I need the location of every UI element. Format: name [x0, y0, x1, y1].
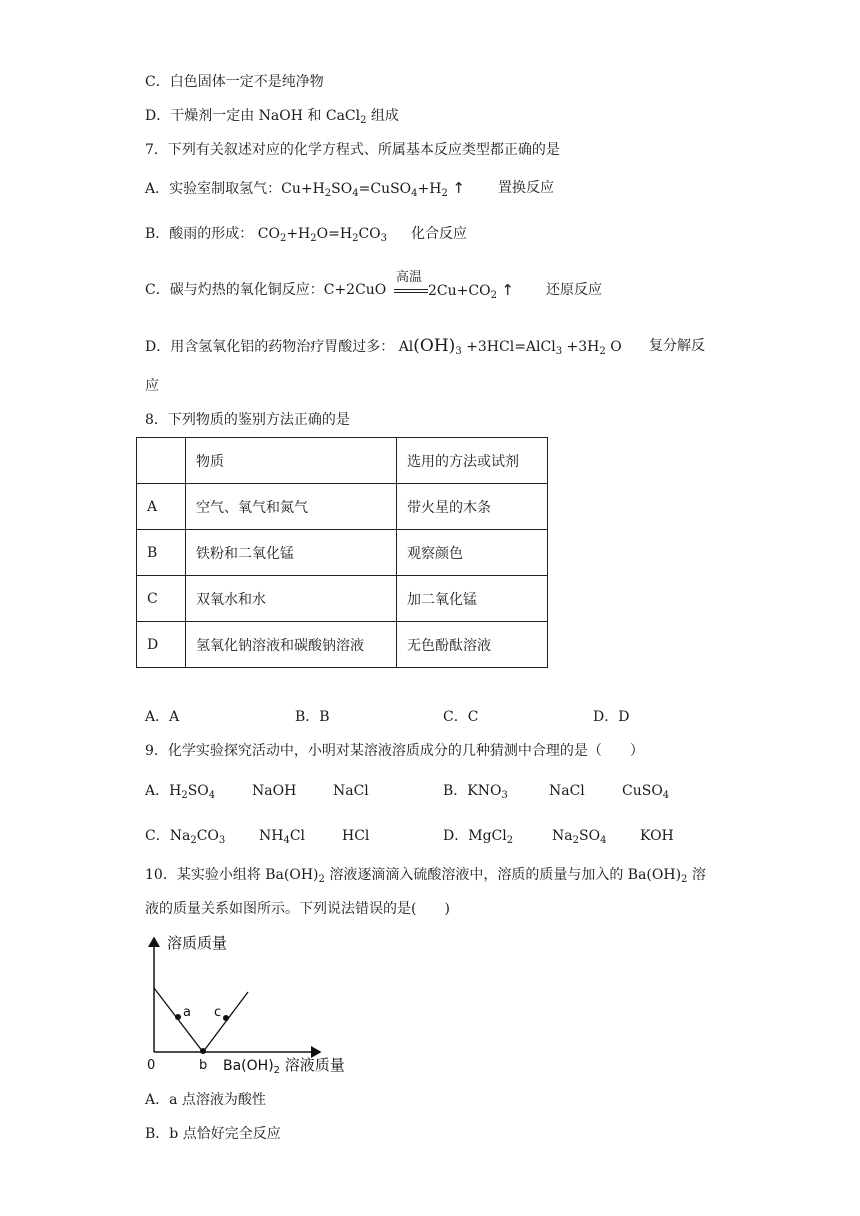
subscript: 2	[490, 290, 497, 301]
q9-b-item-2: NaCl	[549, 783, 585, 799]
q10-option-b: B．b 点恰好完全反应	[145, 1126, 281, 1142]
q7-a-type: 置换反应	[498, 180, 554, 196]
table-cell: C	[137, 576, 186, 622]
q7-d-equation	[398, 336, 622, 357]
formula-part: CuSO	[622, 783, 663, 799]
eq-part: (OH)	[413, 336, 456, 356]
eq-part: CO	[257, 226, 280, 242]
formula-part: Na	[552, 828, 573, 844]
table-cell: 观察颜色	[397, 530, 548, 576]
q9-option-c	[145, 826, 225, 846]
q7-d-type-wrap: 应	[145, 378, 159, 394]
eq-part: +3H	[562, 339, 600, 355]
label-part: 溶液质量	[280, 1056, 345, 1074]
q6-option-d	[145, 106, 399, 126]
formula-part: CO	[196, 828, 219, 844]
subscript: 2	[360, 115, 367, 126]
q9-b-label: B．	[443, 783, 468, 799]
q10-stem-line2: 液的质量关系如图所示。下列说法错误的是( )	[145, 901, 450, 917]
y-axis-label: 溶质质量	[167, 934, 228, 952]
q9-c-item-2	[259, 826, 305, 846]
table-cell: 双氧水和水	[186, 576, 397, 622]
formula-part: H	[169, 783, 182, 799]
q7-b-label: B．酸雨的形成：	[145, 226, 254, 242]
q10-option-a: A．a 点溶液为酸性	[145, 1092, 266, 1108]
q8-option-d: D．D	[593, 709, 630, 725]
subscript: 2	[572, 835, 579, 846]
point-c-label: c	[214, 1005, 222, 1020]
subscript: 2	[181, 790, 188, 801]
table-cell: 带火星的木条	[397, 484, 548, 530]
q9-a-item-3: NaCl	[333, 783, 369, 799]
subscript: 4	[283, 835, 290, 846]
q7-c-label: C．碳与灼热的氧化铜反应：	[145, 282, 324, 298]
table-row	[137, 530, 548, 576]
subscript: 2	[318, 874, 325, 885]
subscript: 3	[380, 233, 388, 244]
subscript: 4	[662, 790, 670, 801]
table-header-cell: 物质	[186, 438, 397, 484]
formula-part: KNO	[467, 783, 502, 799]
table-row	[137, 484, 548, 530]
q7-c-type: 还原反应	[546, 282, 602, 298]
subscript: 2	[310, 233, 317, 244]
subscript: 4	[352, 188, 359, 199]
q9-option-d	[443, 826, 513, 846]
subscript: 2	[441, 188, 448, 199]
q7-option-c	[145, 280, 386, 300]
table-row	[137, 622, 548, 668]
q7-a-label: A．实验室制取氢气：	[145, 181, 282, 197]
q7-c-products	[428, 280, 514, 301]
q7-a-equation	[281, 181, 465, 197]
point-a-label: a	[183, 1005, 191, 1020]
q7-b-equation	[258, 226, 387, 242]
formula-part: NH	[259, 828, 284, 844]
formula-part: SO	[578, 828, 601, 844]
gas-arrow-icon: ↑	[501, 281, 514, 299]
q8-option-c: C．C	[443, 709, 479, 725]
q7-d-label: D．用含氢氧化铝的药物治疗胃酸过多：	[145, 339, 395, 355]
q9-d-item-3: KOH	[640, 828, 674, 844]
subscript: 4	[600, 835, 607, 846]
eq-part: AlCl	[525, 339, 556, 355]
eq-part: O	[605, 339, 622, 355]
eq-part: +3HCl	[461, 339, 515, 355]
subscript: 2	[279, 233, 287, 244]
table-cell: D	[137, 622, 186, 668]
table-header-cell	[137, 438, 186, 484]
subscript: 3	[218, 835, 226, 846]
subscript: 3	[455, 346, 462, 357]
q7-option-d	[145, 336, 622, 357]
stem-part: 溶液逐滴滴入硫酸溶液中，溶质的质量与加入的 Ba(OH)	[324, 867, 682, 883]
table-cell: 铁粉和二氧化锰	[186, 530, 397, 576]
q9-d-item-2	[552, 826, 606, 846]
q9-option-b	[443, 781, 508, 801]
eq-part: SO	[331, 181, 353, 197]
point-b-label: b	[199, 1058, 208, 1073]
eq-part: +H	[286, 226, 311, 242]
q6-option-d-tail: 组成	[366, 108, 399, 124]
formula-part: Na	[169, 828, 191, 844]
q7-option-a	[145, 178, 465, 199]
q7-stem: 7．下列有关叙述对应的化学方程式、所属基本反应类型都正确的是	[145, 142, 560, 158]
table-row	[137, 576, 548, 622]
subscript: 2	[190, 835, 197, 846]
table-cell: 氢氧化钠溶液和碳酸钠溶液	[186, 622, 397, 668]
subscript: 2	[506, 835, 514, 846]
point-b	[200, 1048, 206, 1054]
eq-part: 2Cu+CO	[428, 283, 491, 299]
formula-part: SO	[187, 783, 209, 799]
eq-part: =	[514, 339, 526, 355]
subscript: 4	[411, 188, 418, 199]
eq-part: Al	[398, 339, 414, 355]
q8-option-a: A．A	[145, 709, 180, 725]
equals-sign-icon	[394, 289, 428, 293]
q9-c-item-3: HCl	[342, 828, 370, 844]
q9-option-a	[145, 781, 215, 801]
q9-d-label: D．	[443, 828, 469, 844]
subscript: 2	[352, 233, 359, 244]
table-cell: 无色酚酞溶液	[397, 622, 548, 668]
curve	[154, 988, 248, 1052]
q9-a-label: A．	[145, 783, 170, 799]
eq-part: O=H	[316, 226, 353, 242]
q9-stem: 9．化学实验探究活动中，小明对某溶液溶质成分的几种猜测中合理的是（ ）	[145, 743, 644, 759]
q8-stem: 8．下列物质的鉴别方法正确的是	[145, 412, 350, 428]
point-a	[175, 1014, 181, 1020]
table-cell: A	[137, 484, 186, 530]
q9-a-item-2: NaOH	[252, 783, 297, 799]
table-cell: B	[137, 530, 186, 576]
formula-part: MgCl	[468, 828, 507, 844]
gas-arrow-icon: ↑	[452, 179, 465, 197]
subscript: 2	[273, 1065, 281, 1076]
q7-d-type: 复分解反	[649, 338, 705, 354]
formula-part: Cl	[289, 828, 306, 844]
q9-b-item-3	[622, 781, 669, 801]
point-c	[223, 1015, 229, 1021]
q6-option-d-text: D．干燥剂一定由 NaOH 和 CaCl	[145, 108, 361, 124]
subscript: 2	[324, 188, 332, 199]
table-header-row	[137, 438, 548, 484]
subscript: 4	[208, 790, 216, 801]
subscript: 3	[555, 346, 563, 357]
q7-c-reactants: C+2CuO	[323, 282, 387, 298]
q7-c-condition: 高温	[396, 270, 423, 285]
q10-stem-line1	[145, 865, 706, 885]
label-part: Ba(OH)	[223, 1058, 274, 1074]
q10-graph	[140, 928, 355, 1083]
eq-part: Cu+H	[281, 181, 325, 197]
subscript: 2	[681, 874, 688, 885]
table-header-cell: 选用的方法或试剂	[397, 438, 548, 484]
origin-label: 0	[147, 1058, 156, 1073]
eq-part: +H	[417, 181, 442, 197]
q8-table	[136, 437, 548, 668]
stem-part: 溶	[687, 867, 706, 883]
subscript: 3	[501, 790, 508, 801]
table-cell: 空气、氧气和氮气	[186, 484, 397, 530]
eq-part: CO	[358, 226, 381, 242]
q7-option-b	[145, 224, 387, 244]
q8-option-b: B．B	[295, 709, 330, 725]
table-cell: 加二氧化锰	[397, 576, 548, 622]
subscript: 2	[599, 346, 606, 357]
x-axis-label	[223, 1056, 345, 1076]
eq-part: =CuSO	[358, 181, 412, 197]
q7-b-type: 化合反应	[411, 226, 467, 242]
q9-c-label: C．	[145, 828, 170, 844]
q6-option-c: C．白色固体一定不是纯净物	[145, 74, 324, 90]
stem-part: 10．某实验小组将 Ba(OH)	[145, 867, 319, 883]
